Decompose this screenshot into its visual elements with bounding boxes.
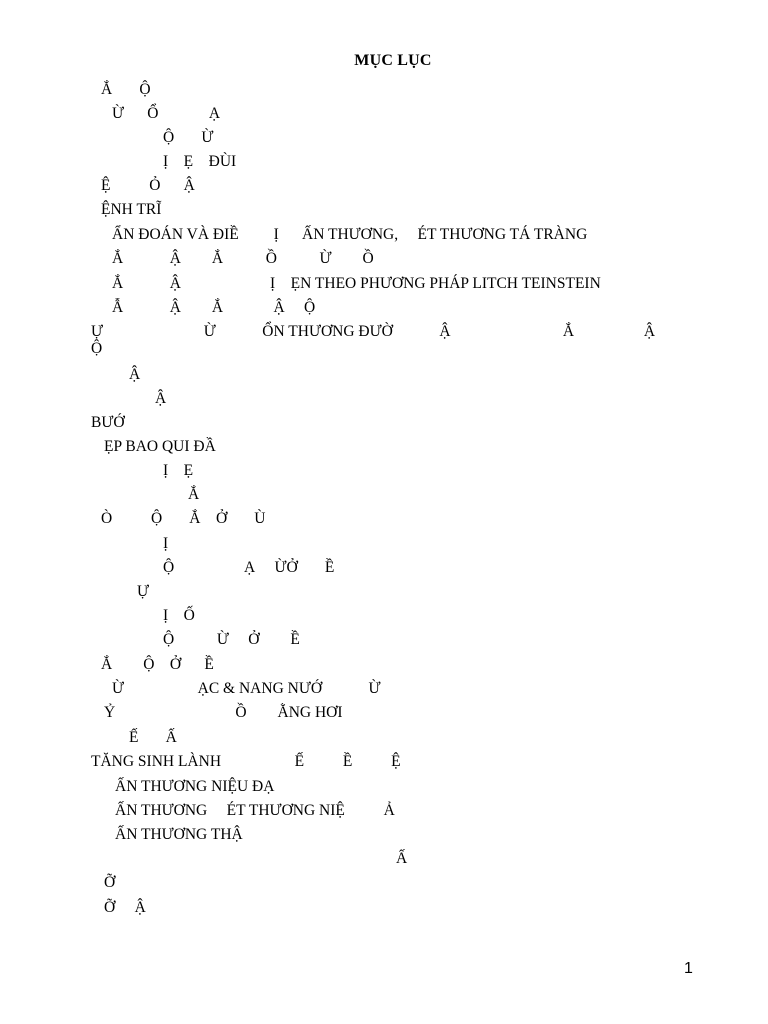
toc-entry[interactable]: Ắ xyxy=(188,486,200,503)
toc-entry[interactable]: ẤN THƯƠNG ÉT THƯƠNG NIỆ Ả xyxy=(115,802,395,819)
toc-entry[interactable]: Ậ xyxy=(155,390,167,407)
toc-entry[interactable]: Ừ ẠC & NANG NƯỚ Ừ xyxy=(112,680,381,697)
toc-entry[interactable]: Ự xyxy=(137,583,150,600)
toc-entry[interactable]: Ắ Ậ Ắ Ồ Ừ Ồ xyxy=(112,250,374,267)
toc-entry[interactable]: Ấ xyxy=(396,850,408,867)
toc-entry[interactable]: Ộ Ừ Ở Ề xyxy=(163,631,300,648)
toc-entry[interactable]: ẸP BAO QUI ĐẦ xyxy=(104,438,216,455)
toc-entry[interactable]: Ệ Ỏ Ậ xyxy=(101,177,195,194)
toc-entry[interactable]: Ộ xyxy=(91,340,103,357)
toc-entry[interactable]: ẤN THƯƠNG NIỆU ĐẠ xyxy=(115,778,275,795)
toc-entry[interactable]: Ẫ Ậ Ắ Ậ Ộ xyxy=(112,299,316,316)
toc-entry[interactable]: Ắ Ậ Ị ẸN THEO PHƯƠNG PHÁP LITCH TEINSTEIN xyxy=(112,275,601,292)
toc-entry[interactable]: Ừ Ổ Ạ xyxy=(112,105,221,122)
toc-entry[interactable]: Ộ Ừ xyxy=(163,129,214,146)
toc-entry[interactable]: Ị Ẹ ĐÙI xyxy=(163,153,237,170)
toc-entry[interactable]: Ỷ Ồ ẰNG HƠI xyxy=(104,704,343,721)
toc-entry[interactable]: TĂNG SINH LÀNH Ế Ề Ệ xyxy=(91,753,401,770)
toc-entry[interactable]: ẤN THƯƠNG THẬ xyxy=(115,826,243,843)
toc-entry[interactable]: Ị Ẹ xyxy=(163,462,194,479)
page-number: 1 xyxy=(684,960,693,977)
toc-entry[interactable]: Ò Ộ Ắ Ở Ù xyxy=(101,510,266,527)
toc-entry[interactable]: Ị xyxy=(163,535,169,552)
toc-entry[interactable]: BƯỚ xyxy=(91,414,125,431)
page-title: MỤC LỤC xyxy=(354,52,432,69)
toc-entry[interactable]: Ỡ Ậ xyxy=(104,899,146,916)
toc-entry[interactable]: Ỡ xyxy=(104,874,116,891)
toc-entry[interactable]: Ự Ừ ỔN THƯƠNG ĐƯỜ Ậ Ắ Ậ xyxy=(91,323,656,340)
toc-entry[interactable]: Ắ Ộ Ở Ề xyxy=(101,656,214,673)
toc-entry[interactable]: ẨN ĐOÁN VÀ ĐIỀ Ị ẤN THƯƠNG, ÉT THƯƠNG TÁ TRÀNG xyxy=(112,226,588,243)
toc-entry[interactable]: Ị Ố xyxy=(163,607,195,624)
toc-entry[interactable]: Ậ xyxy=(129,366,141,383)
toc-entry[interactable]: Ộ Ạ ỪỞ Ề xyxy=(163,559,335,576)
toc-entry[interactable]: Ắ Ộ xyxy=(101,81,151,98)
toc-entry[interactable]: ỆNH TRĨ xyxy=(101,201,162,218)
toc-entry[interactable]: Ế Ấ xyxy=(129,729,177,746)
